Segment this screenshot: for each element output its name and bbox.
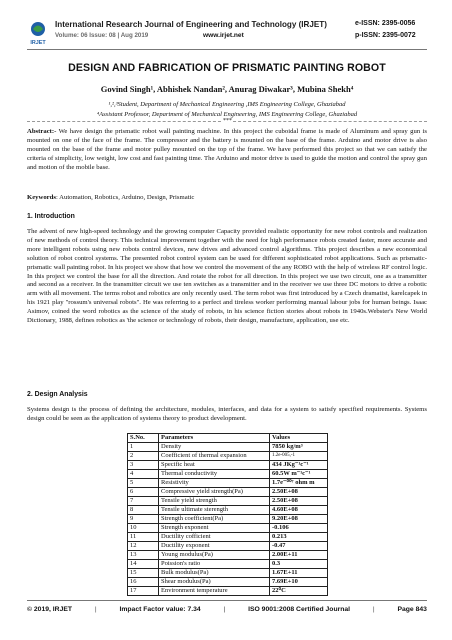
design-analysis-text: Systems design is the process of defining the architecture, modules, interfaces, and data for a system to satisfy specified requirements. Systems design could be seen as the application of systems theory to product development. <box>27 406 427 422</box>
table-row <box>128 533 328 542</box>
footer-iso: ISO 9001:2008 Certified Journal <box>248 606 351 613</box>
column-header-parameters: Parameters <box>159 434 270 443</box>
paper-title: DESIGN AND FABRICATION OF PRISMATIC PAINTING ROBOT <box>68 62 386 74</box>
table-row <box>128 515 328 524</box>
parameter-value: 9.20E+08 <box>270 515 328 524</box>
journal-website[interactable]: www.irjet.net <box>203 32 244 39</box>
column-header-values: Values <box>270 434 328 443</box>
irjet-logo-icon <box>27 20 49 46</box>
parameter-value: 60.5W m⁻¹c⁻¹ <box>270 470 328 479</box>
parameter-value: -0.106 <box>270 524 328 533</box>
row-number: 3 <box>128 461 159 470</box>
keywords-text: : Automation, Robotics, Arduino, Design, Prismatic <box>55 194 195 201</box>
table-row <box>128 452 328 461</box>
parameter-value: 0.3 <box>270 560 328 569</box>
row-number: 16 <box>128 578 159 587</box>
parameter-name: Resistivity <box>159 479 270 488</box>
e-issn: e-ISSN: 2395-0056 <box>355 20 416 27</box>
page-footer <box>27 606 427 613</box>
parameter-name: Poission's ratio <box>159 560 270 569</box>
table-row <box>128 524 328 533</box>
table-row <box>128 479 328 488</box>
abstract-label: Abstract:- <box>27 128 57 135</box>
parameter-value: 2.50E+08 <box>270 497 328 506</box>
table-row <box>128 569 328 578</box>
affiliation-professor: ⁴Assistant Professor, Department of Mechanical Engineering, IMS Engineering College, Ghaziabad <box>96 111 358 118</box>
parameter-name: Ductility exponent <box>159 542 270 551</box>
parameter-value: 1.67E+11 <box>270 569 328 578</box>
row-number: 17 <box>128 587 159 596</box>
introduction-text: The advent of new high-speed technology and the growing computer Capacity provided realistic opportunity for new robot controls and realization of new methods of control theory. This technical improvement together with the need for high performance robots created faster, more accurate and more intelligent robots using new robots control devices, new drives and advanced control algorithms. This project describes a new economical solution of robot control systems. The presented robot control system can be used for different sophisticated robot applications. Such as prismatic-prismatic wall painting robot. In his project we show that how we control the movement of the any ROBO with the help of wireless RF control logic. In this project we control the base for all the direction. And rotate the robot for all direction. In this project we use two circuit, one as a transmitter and second as a receiver. In the transmitter circuit we use ten switches as a transmitter and in the receiver we use three DC motors to drive a robotic arm with all movement. The terms robot and robotics are only recently used. The term robot was first introduced by a Czech dramatist, karelcapek in his 1921 play "rossum's universal robots". He was referring to a perfect and tireless worker performing manual labour jobs for human beings. Isaac Asimov, coined the word robotics as the science of the study of robots, in his science fiction stories about robots in 1940s.Webster's New World Dictionary, 1988, defines robotics as 'the science or technology of robots, their design, manufacture, application, use etc. <box>27 228 427 325</box>
keywords <box>27 194 427 203</box>
row-number: 1 <box>128 443 159 452</box>
abstract-text: We have design the prismatic robot wall painting machine. In this project the cuboidal frame is made of Aluminum and spray gun is mounted on one of the face of the frame. The compressor and the battery is mounted on the base of the frame. Arduino and motor drive is also mounted on the base of the frame and motor pulley mounted on the top of the frame. We have performed this project so that we can satisfy the criteria of simplicity, low weight, low cost and fast painting time. The Arduino and motor drive is used to guide the motion and control the spray gun and motion of the mobile base. <box>27 128 427 171</box>
parameter-name: Specific heat <box>159 461 270 470</box>
heading-design-analysis: 2. Design Analysis <box>27 391 88 398</box>
parameter-name: Density <box>159 443 270 452</box>
parameter-name: Tensile ultimate sterength <box>159 506 270 515</box>
row-number: 6 <box>128 488 159 497</box>
parameter-name: Young modulus(Pa) <box>159 551 270 560</box>
table-row <box>128 560 328 569</box>
row-number: 9 <box>128 515 159 524</box>
header-rule <box>27 49 427 50</box>
parameter-value: 1.7e⁻⁰⁰⁷ ohm m <box>270 479 328 488</box>
row-number: 7 <box>128 497 159 506</box>
row-number: 10 <box>128 524 159 533</box>
table-row <box>128 443 328 452</box>
parameter-value: 1.2e-005,-1 <box>270 452 328 461</box>
parameter-value: -0.47 <box>270 542 328 551</box>
logo-text: IRJET <box>30 40 46 46</box>
footer-page-number: Page 843 <box>397 606 427 613</box>
row-number: 15 <box>128 569 159 578</box>
table-row <box>128 497 328 506</box>
table-row <box>128 488 328 497</box>
parameter-name: Ductility cofficient <box>159 533 270 542</box>
parameter-name: Coefficient of thermal expansion <box>159 452 270 461</box>
footer-copyright: © 2019, IRJET <box>27 606 73 613</box>
row-number: 2 <box>128 452 159 461</box>
parameter-value: 2.50E+08 <box>270 488 328 497</box>
parameter-name: Compressive yield strength(Pa) <box>159 488 270 497</box>
row-number: 13 <box>128 551 159 560</box>
table-row <box>128 578 328 587</box>
parameters-table <box>127 433 328 596</box>
parameter-value: 2.00E+11 <box>270 551 328 560</box>
parameter-value: 0.213 <box>270 533 328 542</box>
parameter-value: 7850 kg/m³ <box>270 443 328 452</box>
parameter-value: 7.69E+10 <box>270 578 328 587</box>
parameter-name: Thermal conductivity <box>159 470 270 479</box>
p-issn: p-ISSN: 2395-0072 <box>355 32 416 39</box>
table-row <box>128 551 328 560</box>
footer-rule <box>27 600 427 601</box>
row-number: 11 <box>128 533 159 542</box>
row-number: 12 <box>128 542 159 551</box>
footer-separator: | <box>372 606 375 613</box>
table-row <box>128 461 328 470</box>
parameter-name: Bulk modulus(Pa) <box>159 569 270 578</box>
journal-name: International Research Journal of Engineering and Technology (IRJET) <box>55 20 327 29</box>
abstract <box>27 128 427 173</box>
parameter-value: 434 JKg⁻¹c⁻¹ <box>270 461 328 470</box>
table-row <box>128 470 328 479</box>
footer-impact-factor: Impact Factor value: 7.34 <box>119 606 201 613</box>
affiliation-students: ¹,²,³Student, Department of Mechanical Engineering ,IMS Engineering College, Ghaziabad <box>108 101 346 108</box>
footer-separator: | <box>94 606 97 613</box>
parameter-name: Shear modulus(Pa) <box>159 578 270 587</box>
row-number: 14 <box>128 560 159 569</box>
divider-mark: *** <box>223 118 232 124</box>
table-row <box>128 506 328 515</box>
heading-introduction: 1. Introduction <box>27 213 75 220</box>
parameter-name: Strength exponent <box>159 524 270 533</box>
footer-separator: | <box>223 606 226 613</box>
parameter-value: 4.60E+08 <box>270 506 328 515</box>
author-list: Govind Singh¹, Abhishek Nandan², Anurag Diwakar³, Mubina Shekh⁴ <box>100 84 354 94</box>
keywords-label: Keywords <box>27 194 56 201</box>
column-header-sno: S.No. <box>128 434 159 443</box>
journal-header <box>27 20 427 48</box>
row-number: 4 <box>128 470 159 479</box>
parameter-value: 22⁰C <box>270 587 328 596</box>
row-number: 8 <box>128 506 159 515</box>
table-row <box>128 587 328 596</box>
parameter-name: Strength coefficient(Pa) <box>159 515 270 524</box>
parameter-name: Tensile yield strength <box>159 497 270 506</box>
table-header-row <box>128 434 328 443</box>
row-number: 5 <box>128 479 159 488</box>
parameter-name: Environment temperature <box>159 587 270 596</box>
volume-issue: Volume: 06 Issue: 08 | Aug 2019 <box>55 32 149 39</box>
table-row <box>128 542 328 551</box>
